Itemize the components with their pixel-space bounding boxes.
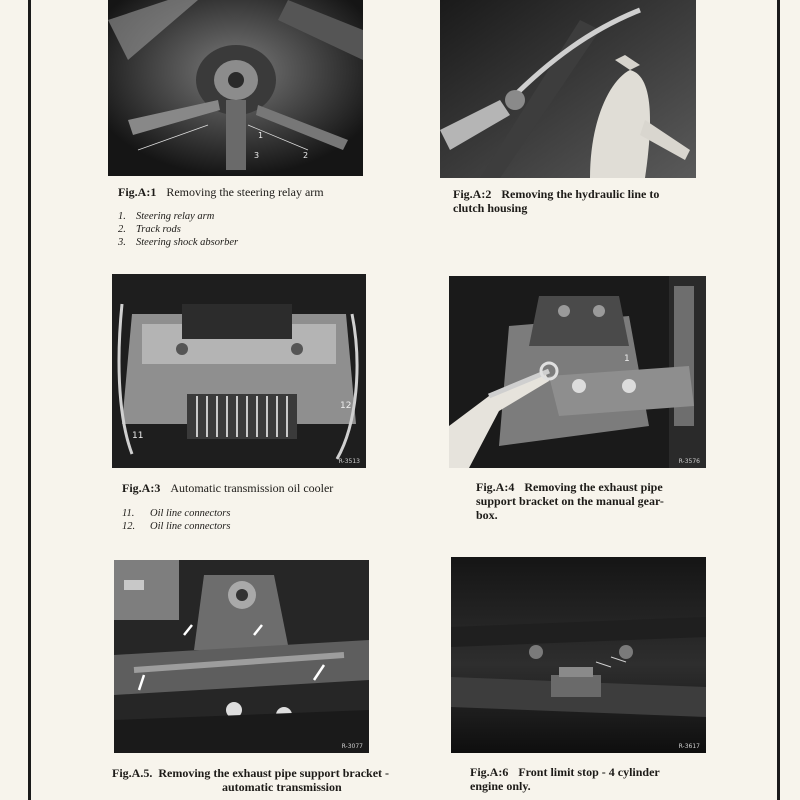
caption-fig-a3 <box>122 481 333 495</box>
page-border-right <box>777 0 780 800</box>
fig-number: Fig.A:1 <box>118 185 157 199</box>
photo-fig-a4 <box>449 276 706 468</box>
photo-label-12: 12 <box>340 401 352 411</box>
legend-fig-a1 <box>118 210 238 249</box>
caption-line: box. <box>476 508 498 522</box>
caption-line: engine only. <box>470 779 531 793</box>
caption-line: support bracket on the manual gear- <box>476 494 664 508</box>
photo-fig-a2 <box>440 0 696 178</box>
photo-ref: R-3077 <box>341 743 363 750</box>
legend-item: 12. Oil line connectors <box>122 521 231 532</box>
fig-number: Fig.A:6 <box>470 765 509 779</box>
page-border-left <box>28 0 31 800</box>
photo-label-1: 1 <box>624 354 630 364</box>
caption-fig-a6 <box>470 765 660 793</box>
photo-fig-a6 <box>451 557 706 753</box>
legend-item: 1. Steering relay arm <box>118 211 215 222</box>
photo-ref: R-3617 <box>678 743 700 750</box>
caption-fig-a1 <box>118 185 324 199</box>
photo-label-11: 11 <box>132 431 144 441</box>
fig-number: Fig.A:4 <box>476 480 515 494</box>
fig-number: Fig.A.5. <box>112 766 153 780</box>
fig-number: Fig.A:2 <box>453 187 492 201</box>
photo-fig-a5 <box>114 560 369 753</box>
caption-fig-a2 <box>453 187 659 215</box>
photo-label-1: 1 <box>258 131 264 140</box>
caption-line: clutch housing <box>453 201 528 215</box>
legend-fig-a3 <box>122 507 230 533</box>
fig-number: Fig.A:3 <box>122 481 161 495</box>
caption-line: automatic transmission <box>222 780 342 794</box>
photo-fig-a3 <box>112 274 366 468</box>
legend-item: 2. Track rods <box>118 224 181 235</box>
caption-fig-a5 <box>112 766 432 794</box>
photo-ref: R-3576 <box>678 458 700 465</box>
caption-line: Fig.A.5. Removing the exhaust pipe support bracket - <box>112 766 390 780</box>
photo-label-3: 3 <box>254 151 260 160</box>
caption-text: Automatic transmission oil cooler <box>170 481 334 495</box>
legend-item: 3. Steering shock absorber <box>118 237 239 248</box>
legend-item: 11. Oil line connectors <box>122 508 231 519</box>
photo-ref: R-3513 <box>338 458 360 465</box>
caption-text: Removing the steering relay arm <box>166 185 324 199</box>
caption-line: Fig.A:2 Removing the hydraulic line to <box>453 187 660 201</box>
caption-line: Fig.A:6 Front limit stop - 4 cylinder <box>470 765 660 779</box>
caption-fig-a4 <box>476 480 664 522</box>
photo-label-2: 2 <box>303 151 309 160</box>
caption-line: Fig.A:4 Removing the exhaust pipe <box>476 480 663 494</box>
photo-fig-a1 <box>108 0 363 176</box>
